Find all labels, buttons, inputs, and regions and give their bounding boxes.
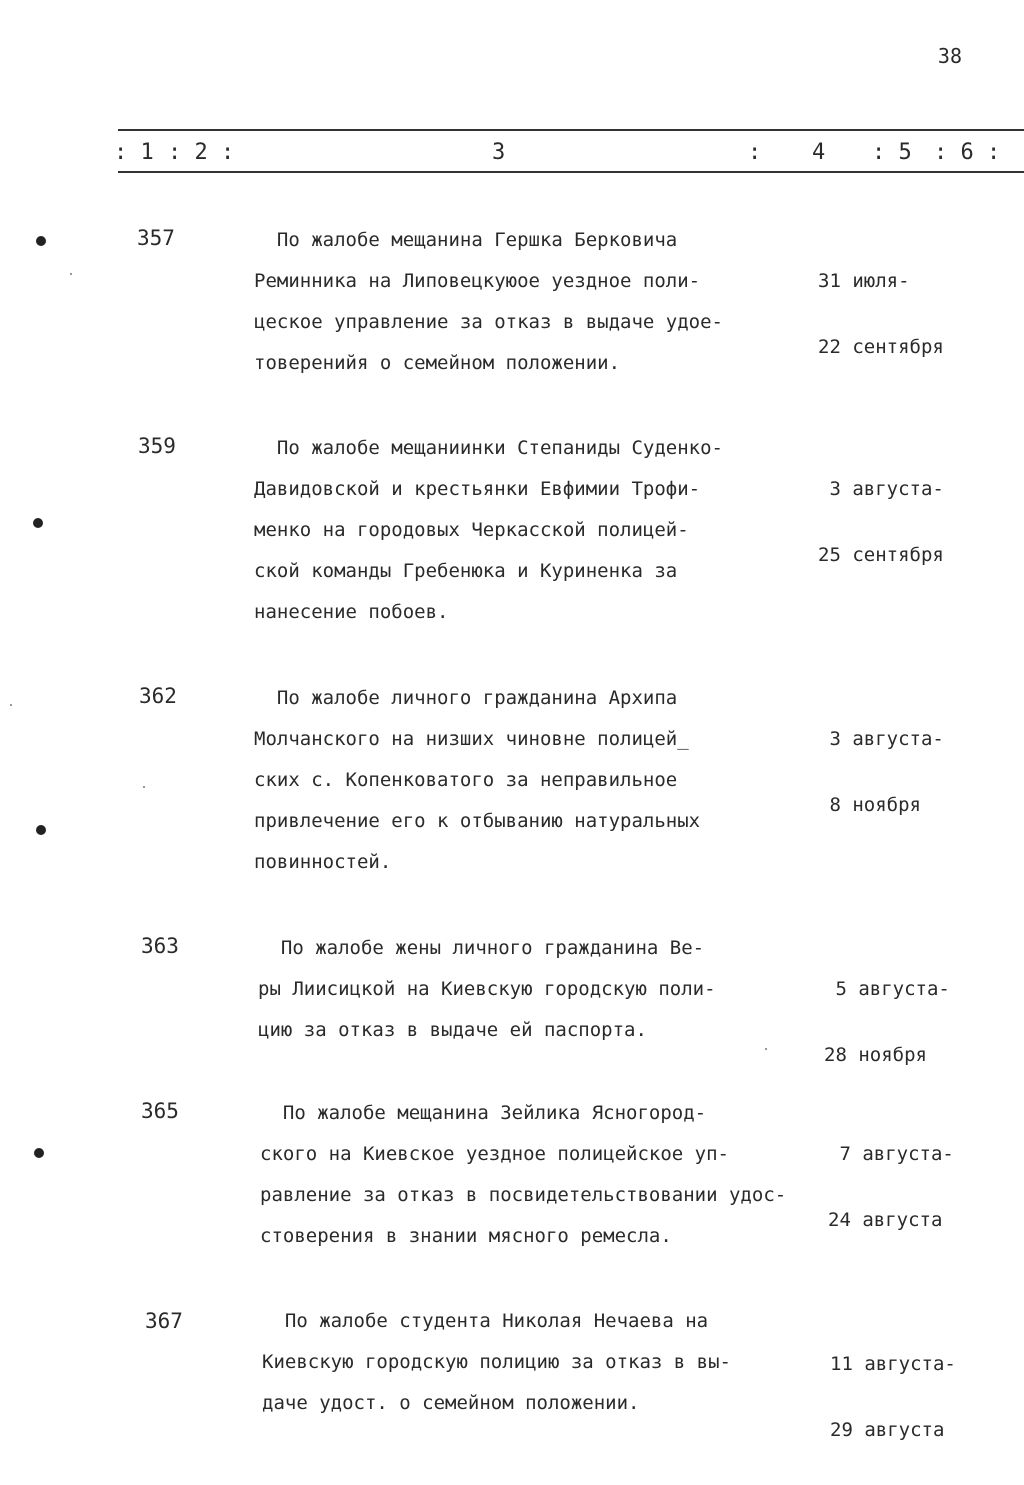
entry-number: 363 xyxy=(141,934,179,958)
start-date: 31 июля- xyxy=(818,270,910,292)
table-bottom-rule xyxy=(118,171,1024,173)
entry-dates xyxy=(818,684,944,860)
entry-dates xyxy=(818,226,944,402)
start-date: 11 августа- xyxy=(830,1353,956,1375)
description-line: По жалобе мещаниинки Степаниды Суденко- xyxy=(254,437,723,459)
description-line: равление за отказ в посвидетельствовании удос- xyxy=(260,1184,787,1206)
description-line: Киевскую городскую полицию за отказ в вы- xyxy=(262,1351,731,1373)
entry-number: 362 xyxy=(139,684,177,708)
description-line: нанесение побоев. xyxy=(254,601,449,623)
end-date: 25 сентября xyxy=(818,544,944,566)
scan-speck xyxy=(10,704,12,706)
column-separator-4: : xyxy=(748,140,762,165)
entry-number: 365 xyxy=(141,1099,179,1123)
end-date: 8 ноября xyxy=(818,794,921,816)
column-header-6: : 6 : xyxy=(934,140,1001,165)
column-header-3: 3 xyxy=(492,140,506,165)
binding-hole-mark xyxy=(33,518,43,528)
description-line: цию за отказ в выдаче ей паспорта. xyxy=(258,1019,647,1041)
description-line: цеское управление за отказ в выдаче удое- xyxy=(254,311,723,333)
binding-hole-mark xyxy=(36,825,46,835)
description-line: привлечение его к отбыванию натуральных xyxy=(254,810,701,832)
description-line: товеренийя о семейном положении. xyxy=(254,352,621,374)
entry-dates xyxy=(818,434,944,610)
entry-description xyxy=(254,436,854,641)
end-date: 24 августа xyxy=(828,1209,943,1231)
description-line: ских с. Копенковатого за неправильное xyxy=(254,769,678,791)
start-date: 5 августа- xyxy=(824,978,950,1000)
entry-dates xyxy=(828,1099,954,1275)
binding-hole-mark xyxy=(34,1148,44,1158)
entry-description xyxy=(254,686,854,891)
description-line: ры Лиисицкой на Киевскую городскую поли- xyxy=(258,978,716,1000)
start-date: 7 августа- xyxy=(828,1143,954,1165)
column-header-1: : 1 xyxy=(114,140,154,165)
end-date: 29 августа xyxy=(830,1419,945,1441)
scan-speck xyxy=(143,786,145,788)
description-line: даче удост. о семейном положении. xyxy=(262,1392,640,1414)
table-header-row xyxy=(112,136,1024,170)
description-line: По жалобе студента Николая Нечаева на xyxy=(262,1310,709,1332)
binding-hole-mark xyxy=(36,236,46,246)
entry-description xyxy=(262,1309,862,1432)
start-date: 3 августа- xyxy=(818,728,944,750)
table-top-rule xyxy=(118,129,1024,131)
description-line: Молчанского на низших чиновне полицей_ xyxy=(254,728,689,750)
column-header-4: 4 xyxy=(812,140,826,165)
description-line: Реминника на Липовецкуюое уездное поли- xyxy=(254,270,701,292)
entry-number: 357 xyxy=(137,226,175,250)
description-line: По жалобе мещанина Зейлика Ясногород- xyxy=(260,1102,707,1124)
entry-description xyxy=(254,228,854,392)
entry-description xyxy=(258,936,858,1059)
description-line: менко на городовых Черкасской полицей- xyxy=(254,519,689,541)
description-line: ской команды Гребенюка и Куриненка за xyxy=(254,560,678,582)
end-date: 28 ноября xyxy=(824,1044,927,1066)
entry-number: 359 xyxy=(138,434,176,458)
scan-speck xyxy=(70,273,72,275)
entry-description xyxy=(260,1101,900,1265)
entry-dates xyxy=(824,934,950,1110)
scan-speck xyxy=(765,1048,767,1050)
column-header-5: : 5 xyxy=(872,140,912,165)
description-line: повинностей. xyxy=(254,851,392,873)
entry-number: 367 xyxy=(145,1309,183,1333)
description-line: По жалобе жены личного гражданина Ве- xyxy=(258,937,705,959)
description-line: Давидовской и крестьянки Евфимии Трофи- xyxy=(254,478,701,500)
description-line: По жалобе мещанина Гершка Берковича xyxy=(254,229,678,251)
description-line: По жалобе личного гражданина Архипа xyxy=(254,687,678,709)
description-line: стоверения в знании мясного ремесла. xyxy=(260,1225,672,1247)
description-line: ского на Киевское уездное полицейское уп- xyxy=(260,1143,729,1165)
column-header-2: : 2 : xyxy=(168,140,235,165)
page-number: 38 xyxy=(937,44,962,68)
start-date: 3 августа- xyxy=(818,478,944,500)
end-date: 22 сентября xyxy=(818,336,944,358)
